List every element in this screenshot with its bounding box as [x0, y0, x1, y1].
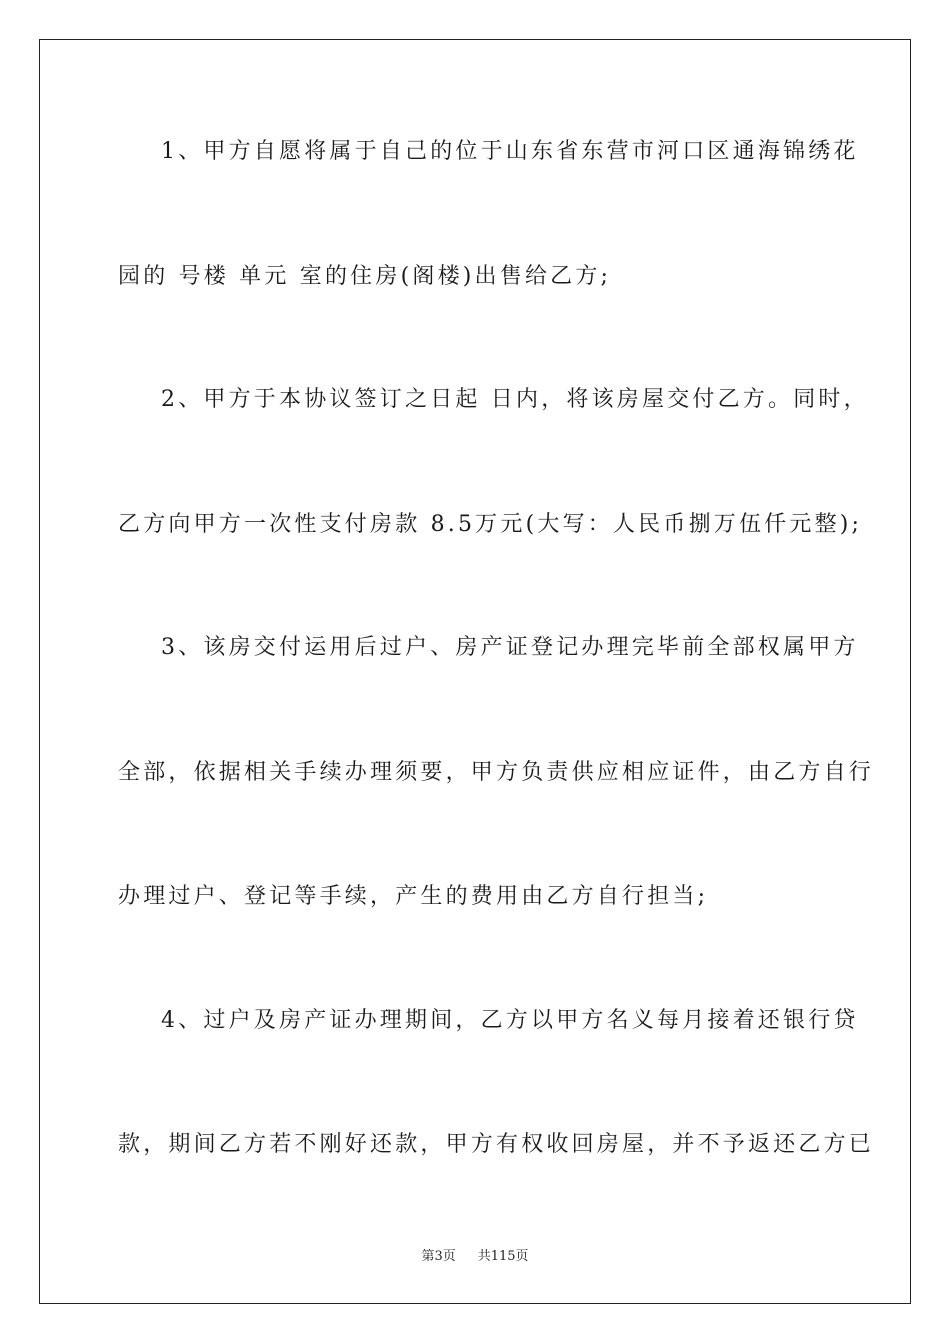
page-number: 第3页 — [421, 1249, 456, 1264]
paragraph-2-line-2: 乙方向甲方一次性支付房款 8.5万元(大写：人民币捌万伍仟元整); — [118, 512, 863, 537]
paragraph-3-line-3: 办理过户、登记等手续，产生的费用由乙方自行担当; — [118, 884, 709, 909]
paragraph-4-line-1: 4、过户及房产证办理期间，乙方以甲方名义每月接着还银行贷 — [161, 1008, 859, 1033]
paragraph-4-line-2: 款，期间乙方若不刚好还款，甲方有权收回房屋，并不予返还乙方已 — [118, 1132, 875, 1157]
paragraph-2-line-1: 2、甲方于本协议签订之日起 日内，将该房屋交付乙方。同时， — [161, 387, 869, 412]
paragraph-1-line-1: 1、甲方自愿将属于自己的位于山东省东营市河口区通海锦绣花 — [161, 139, 859, 164]
page-total: 共115页 — [477, 1249, 529, 1264]
page-footer — [0, 1245, 950, 1264]
paragraph-3-line-2: 全部，依据相关手续办理须要，甲方负责供应相应证件，由乙方自行 — [118, 760, 875, 785]
paragraph-1-line-2: 园的 号楼 单元 室的住房(阁楼)出售给乙方; — [118, 264, 612, 289]
paragraph-3-line-1: 3、该房交付运用后过户、房产证登记办理完毕前全部权属甲方 — [161, 635, 859, 660]
page-border — [39, 39, 911, 1304]
